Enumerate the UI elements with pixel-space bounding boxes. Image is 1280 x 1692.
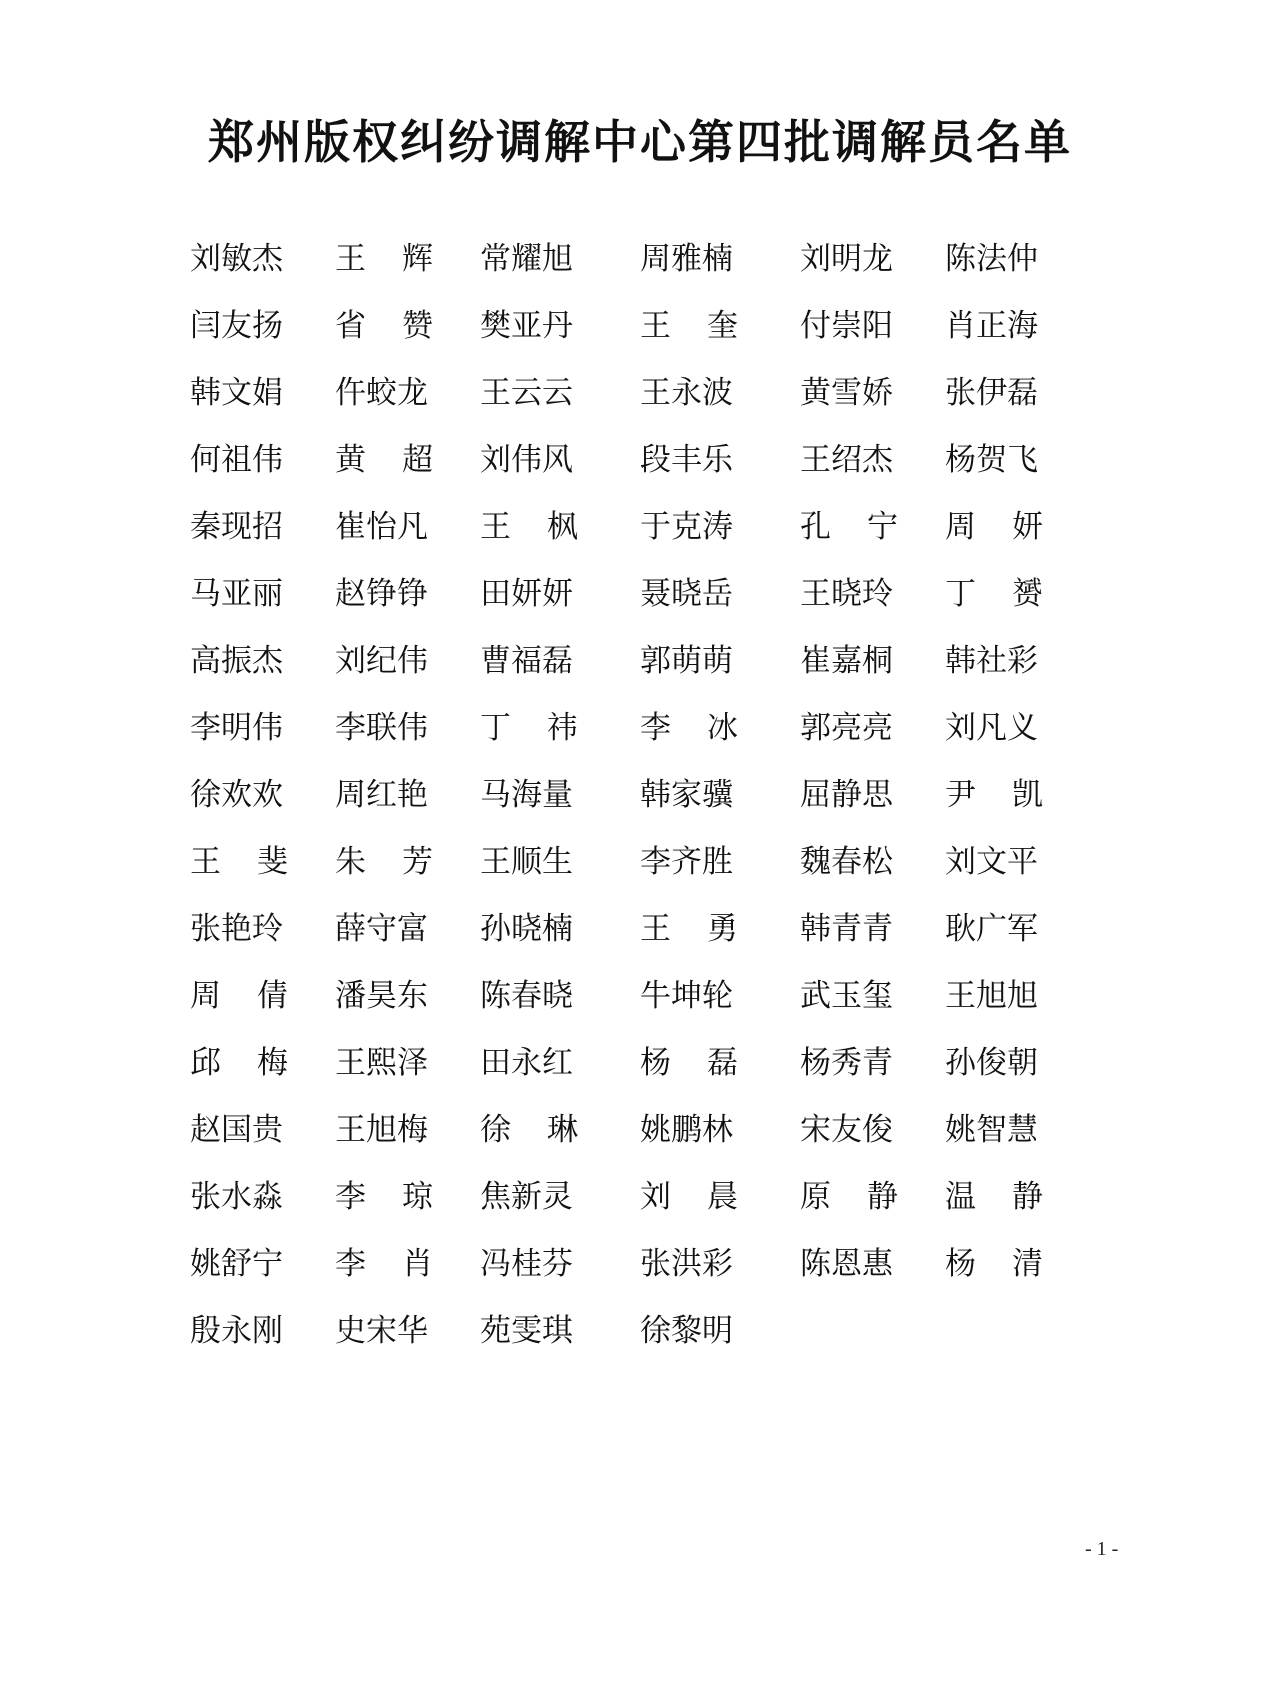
mediator-name: 刘敏杰 [190, 241, 283, 277]
mediator-name: 田永红 [480, 1045, 573, 1081]
mediator-name: 刘伟风 [480, 442, 573, 478]
mediator-name: 殷永刚 [190, 1313, 283, 1349]
mediator-name: 肖正海 [945, 308, 1038, 344]
name-row [190, 1097, 1110, 1164]
name-row [190, 695, 1110, 762]
mediator-name: 赵铮铮 [335, 576, 428, 612]
mediator-name: 王 枫 [480, 509, 578, 545]
mediator-name: 韩社彩 [945, 643, 1038, 679]
name-row [190, 628, 1110, 695]
mediator-name: 薛守富 [335, 911, 428, 947]
mediator-name: 刘纪伟 [335, 643, 428, 679]
name-row [190, 226, 1110, 293]
mediator-name: 王永波 [640, 375, 733, 411]
mediator-name: 尹 凯 [945, 777, 1043, 813]
mediator-name: 丁 赟 [945, 576, 1043, 612]
mediator-name: 杨 磊 [640, 1045, 738, 1081]
mediator-name: 王顺生 [480, 844, 573, 880]
mediator-name: 刘明龙 [800, 241, 893, 277]
mediator-name: 魏春松 [800, 844, 893, 880]
mediator-name: 苑雯琪 [480, 1313, 573, 1349]
mediator-name: 牛坤轮 [640, 978, 733, 1014]
mediator-name: 王 勇 [640, 911, 738, 947]
mediator-name: 王 辉 [335, 241, 433, 277]
mediator-name: 王绍杰 [800, 442, 893, 478]
mediator-name: 徐欢欢 [190, 777, 283, 813]
mediator-name: 马海量 [480, 777, 573, 813]
mediator-name: 韩文娟 [190, 375, 283, 411]
mediator-name: 王 奎 [640, 308, 738, 344]
mediator-name: 张伊磊 [945, 375, 1038, 411]
mediator-name: 常耀旭 [480, 241, 573, 277]
mediator-name: 杨 清 [945, 1246, 1043, 1282]
mediator-name: 陈法仲 [945, 241, 1038, 277]
name-row [190, 1231, 1110, 1298]
mediator-name: 屈静思 [800, 777, 893, 813]
mediator-name: 孙晓楠 [480, 911, 573, 947]
mediator-name: 宋友俊 [800, 1112, 893, 1148]
mediator-name: 刘文平 [945, 844, 1038, 880]
mediator-name: 王旭梅 [335, 1112, 428, 1148]
mediator-name: 田妍妍 [480, 576, 573, 612]
mediator-name: 姚智慧 [945, 1112, 1038, 1148]
mediator-name: 孔 宁 [800, 509, 898, 545]
name-row [190, 494, 1110, 561]
mediator-name: 李联伟 [335, 710, 428, 746]
mediator-name: 崔嘉桐 [800, 643, 893, 679]
mediator-name: 赵国贵 [190, 1112, 283, 1148]
mediator-name: 潘昊东 [335, 978, 428, 1014]
mediator-name: 姚鹏林 [640, 1112, 733, 1148]
mediator-name: 黄 超 [335, 442, 433, 478]
mediator-name: 周 倩 [190, 978, 288, 1014]
mediator-name: 陈春晓 [480, 978, 573, 1014]
mediator-name: 郭萌萌 [640, 643, 733, 679]
name-row [190, 1298, 1110, 1365]
mediator-name: 王熙泽 [335, 1045, 428, 1081]
mediator-name: 何祖伟 [190, 442, 283, 478]
name-list [190, 226, 1110, 1365]
mediator-name: 李 肖 [335, 1246, 433, 1282]
mediator-name: 刘凡义 [945, 710, 1038, 746]
mediator-name: 张水淼 [190, 1179, 283, 1215]
mediator-name: 周红艳 [335, 777, 428, 813]
page-number: - 1 - [1085, 1538, 1119, 1560]
mediator-name: 王旭旭 [945, 978, 1038, 1014]
mediator-name: 韩家骥 [640, 777, 733, 813]
mediator-name: 李明伟 [190, 710, 283, 746]
mediator-name: 冯桂芬 [480, 1246, 573, 1282]
mediator-name: 陈恩惠 [800, 1246, 893, 1282]
mediator-name: 丁 祎 [480, 710, 578, 746]
mediator-name: 曹福磊 [480, 643, 573, 679]
mediator-name: 黄雪娇 [800, 375, 893, 411]
name-row [190, 1164, 1110, 1231]
name-row [190, 963, 1110, 1030]
mediator-name: 刘 晨 [640, 1179, 738, 1215]
mediator-name: 高振杰 [190, 643, 283, 679]
mediator-name: 仵蛟龙 [335, 375, 428, 411]
name-row [190, 1030, 1110, 1097]
mediator-name: 焦新灵 [480, 1179, 573, 1215]
name-row [190, 427, 1110, 494]
mediator-name: 孙俊朝 [945, 1045, 1038, 1081]
mediator-name: 周雅楠 [640, 241, 733, 277]
mediator-name: 邱 梅 [190, 1045, 288, 1081]
mediator-name: 张艳玲 [190, 911, 283, 947]
name-row [190, 829, 1110, 896]
mediator-name: 付崇阳 [800, 308, 893, 344]
mediator-name: 于克涛 [640, 509, 733, 545]
name-row [190, 762, 1110, 829]
mediator-name: 王 斐 [190, 844, 288, 880]
mediator-name: 李 琼 [335, 1179, 433, 1215]
mediator-name: 聂晓岳 [640, 576, 733, 612]
mediator-name: 杨贺飞 [945, 442, 1038, 478]
mediator-name: 朱 芳 [335, 844, 433, 880]
mediator-name: 闫友扬 [190, 308, 283, 344]
mediator-name: 徐 琳 [480, 1112, 578, 1148]
mediator-name: 杨秀青 [800, 1045, 893, 1081]
mediator-name: 张洪彩 [640, 1246, 733, 1282]
mediator-name: 崔怡凡 [335, 509, 428, 545]
mediator-name: 李齐胜 [640, 844, 733, 880]
mediator-name: 王晓玲 [800, 576, 893, 612]
mediator-name: 韩青青 [800, 911, 893, 947]
mediator-name: 马亚丽 [190, 576, 283, 612]
mediator-name: 樊亚丹 [480, 308, 573, 344]
mediator-name: 姚舒宁 [190, 1246, 283, 1282]
mediator-name: 周 妍 [945, 509, 1043, 545]
mediator-name: 秦现招 [190, 509, 283, 545]
mediator-name: 李 冰 [640, 710, 738, 746]
document-title: 郑州版权纠纷调解中心第四批调解员名单 [208, 115, 1072, 169]
mediator-name: 段丰乐 [640, 442, 733, 478]
mediator-name: 徐黎明 [640, 1313, 733, 1349]
name-row [190, 360, 1110, 427]
mediator-name: 史宋华 [335, 1313, 428, 1349]
mediator-name: 省 赞 [335, 308, 433, 344]
mediator-name: 王云云 [480, 375, 573, 411]
name-row [190, 896, 1110, 963]
mediator-name: 温 静 [945, 1179, 1043, 1215]
mediator-name: 郭亮亮 [800, 710, 893, 746]
name-row [190, 293, 1110, 360]
mediator-name: 武玉玺 [800, 978, 893, 1014]
name-row [190, 561, 1110, 628]
mediator-name: 耿广军 [945, 911, 1038, 947]
mediator-name: 原 静 [800, 1179, 898, 1215]
